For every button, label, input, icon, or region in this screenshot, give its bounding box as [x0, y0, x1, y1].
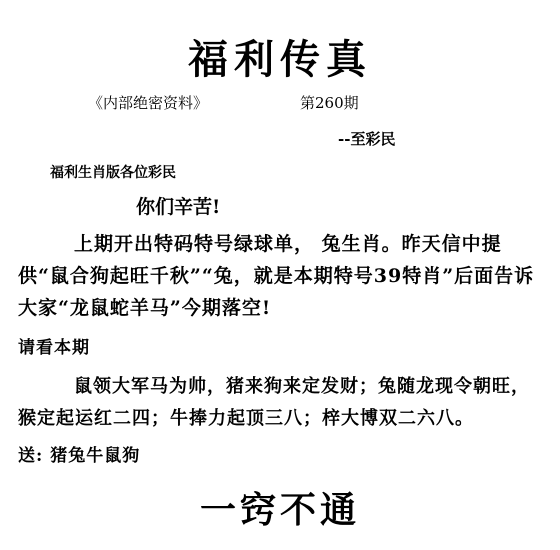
document-title: 福利传真	[188, 36, 372, 83]
paragraph-last-issue: 上期开出特码特号绿球单， 兔生肖。昨天信中提供“鼠合狗起旺千秋”“兔，就是本期特号39特肖”后面告诉大家“龙鼠蛇羊马”今期落空!	[18, 233, 535, 319]
source-label: 《内部绝密资料》	[88, 94, 209, 112]
footer-slogan: 一窍不通	[199, 489, 360, 531]
addressee-line: 福利生肖版各位彩民	[50, 165, 176, 181]
paragraph-poem: 鼠领大军马为帅，猪来狗来定发财；兔随龙现令朝旺，猴定起运红二四；牛捧力起顶三八；梓大博双二六八。	[18, 376, 530, 429]
paragraph-intro: 请看本期	[18, 338, 90, 358]
greeting-line: 你们辛苦!	[136, 196, 221, 218]
issue-number: 第260期	[300, 94, 359, 112]
recipient-line: --至彩民	[338, 130, 396, 148]
send-line: 送: 猪兔牛鼠狗	[18, 446, 141, 466]
